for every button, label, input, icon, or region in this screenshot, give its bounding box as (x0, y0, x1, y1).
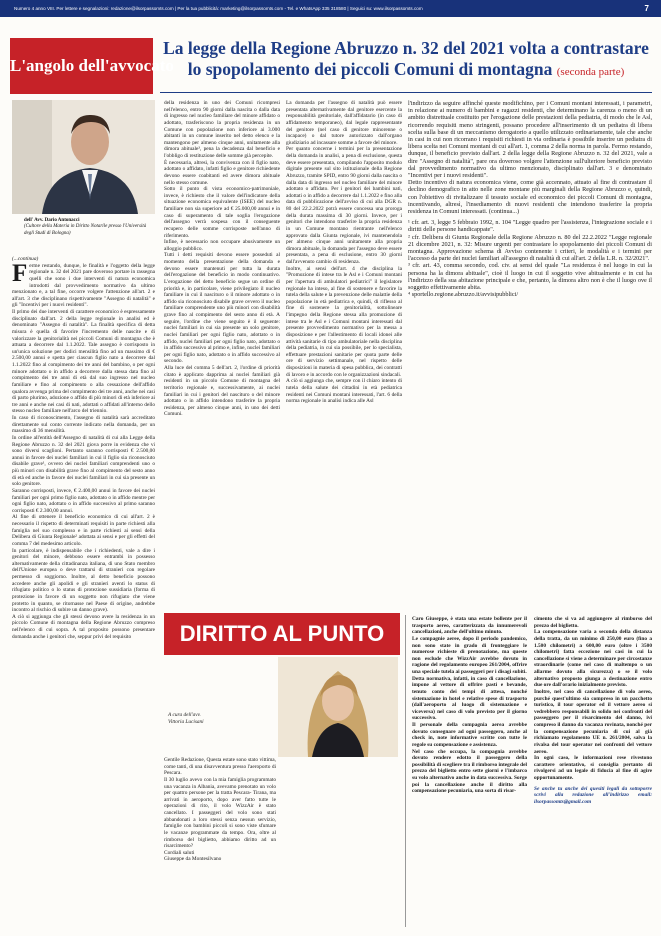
paragraph: A ciò si aggiunga che gli stessi devono avere la residenza in un piccolo Comune di montagna della Regione Abruzzo compreso nell'elenco di cui sopra. A tal proposito possono presentare domanda anche i genitori che, seppur privi del requisito (12, 613, 155, 640)
paragraph: Inoltre, ai sensi dell'art. 4 che disciplina la "Promozione di intese tra le Asl e i Comuni montani per l'apertura di ambulatori pediatrici" il legislatore regionale ha inteso, al fine di sostenere e favorire la tutela della salute e la prevenzione delle malattie della popolazione in età pediatrica e, quindi, di riflesso al fine di sostenere la genitorialità, sottolineare l'impegno della Regione stessa alla promozione di intese tra le Asl e i Comuni montani interessati dal presente provvedimento normativo per la messa a disposizione e per l'allestimento di locali idonei alle attività sanitarie di tipo ambulatoriale nella disciplina della pediatria, in cui sia possibile, per lo specialista, effettuare prestazioni sanitarie per quota parte delle ore di servizio settimanale, nel rispetto delle disposizioni in materia di spesa pubblica, dei contratti di lavoro e in accordo con le organizzazioni sindacali. (286, 265, 402, 378)
paragraph: della residenza in uno dei Comuni ricompresi nell'elenco, entro 90 giorni dalla nascita o dalla data di ingresso nel nucleo familiare del minore affidato o adottato, trasferiscono la propria residenza in un Comune con popolazione non inferiore ai 3.000 abitanti in un comune inserito nel detto elenco e la mantengono per almeno cinque anni, unitamente alla dimora abituale³, pena la decadenza dal beneficio e l'obbligo di restituzione delle somme già percepite. (164, 100, 280, 159)
author-name: dell' Avv. Dario Antonacci (24, 218, 80, 223)
paragraph: Tutti i detti requisiti devono essere posseduti al momento della presentazione della domanda e devono essere mantenuti per tutta la durata dell'erogazione del beneficio in modo continuativo. L'erogazione del detto beneficio segue un ordine di priorità e, in particolare, viene privilegiato il nucleo familiare in cui il nascituro o il minore adottato o in affido sia riconosciuto disabile grave ovvero il nucleo familiare comprendente uno più minori con disabilità grave fino al compimento del sesto anno di età. A seguire, l'ordine che viene seguito è il seguente: nuclei familiari in cui sia presente un solo genitore, nuclei familiari per ogni figlio nato, adottato o in affido, nuclei familiari per ogni figlio nato, adottato o in affido successivo al primo e, infine, nuclei familiari per ogni figlio nato, adottato o in affido successivo al secondo. (164, 252, 280, 365)
letter-closing: Cordiali saluti (164, 849, 195, 856)
letter-paragraph: Gentile Redazione, Questa estate sono stato vittima, come tanti, di una disavventura presso l'aeroporto di Pescara. (164, 757, 276, 777)
columnist-photo (278, 657, 398, 757)
answer-column-1 (412, 616, 527, 928)
column-divider (405, 615, 406, 927)
cura-label: A cura dell'avv. (168, 712, 201, 718)
letter-signature: Giuseppe da Montesilvano (164, 856, 222, 863)
top-info-text: Numero 4 anno VIII. Per lettere e segnalazioni: redazione@ilsorpassomts.com | Per la tua pubblicità: marketing@ilsorpassomts.com - Tel. e WhatsApp 335 318580 | Seguici su: www.ilsorpassomts.com (14, 6, 423, 11)
paragraph: Infine, è necessario non occupare abusivamente un alloggio pubblico. (164, 239, 280, 252)
paragraph: l'indirizzo da seguire affinché queste modifichino, per i Comuni montani interessati, i parametri, in relazione ai numero di bambini e ragazzi residenti, che determinano la carenza o meno di un ambito distrettuale costituito per l'erogazione delle prestazioni della pediatria, di modo che le Asl, ricorrendo requisiti meno stringenti, possano procedere all'inserimento di un pediatra di libera scelta sulla base di un meccanismo derogatorio a quello utilizzato ordinariamente, tale che anche in casi in cui non ricorrano i requisiti richiesti in via ordinaria è possibile inserire un pediatra di libera scelta nei Comuni montani di cui all'art. 1, comma 2 della norma in parola. Fermo restando, dunque, il beneficio previsto dall'art. 2 della legge della Regione Abruzzo n. 32 del 2021, vale a dire "Assegno di natalità", pare ora doveroso volgere l'attenzione sull'ulteriore beneficio previsto dal provvedimento normativo da ultimo menzionato, disciplinato dall'art. 3 e denominato "Incentivi per i nuovi residenti". (408, 100, 652, 180)
answer-paragraph: Detta normativa, infatti, in caso di cancellazione, impone al vettore di offrire pasti e bevande, tenuto conto dei tempi di attesa, nonché sistemazione in hotel e relative spese di trasporto (dall'aeroporto al luogo di sistemazione e viceversa) nel caso di volo previsto per il giorno successivo. (412, 675, 527, 722)
paragraph-text: erme restando, dunque, le finalità e l'oggetto della legge regionale n. 32 del 2021 pare doveroso portare in rassegna quelli che sono i due interventi di natura economica introdotti dal provvedimento normativo da ultimo menzionato e, a tal fine, occorre volgere l'attenzione all'art. 2 e all'art. 3 che disciplinano rispettivamente "Assegno di natalità" e gli "Incentivi per i nuovi residenti". (12, 262, 155, 309)
answer-paragraph: cimento che si va ad aggiungere al rimborso del prezzo del biglietto. (534, 616, 652, 629)
author-photo (12, 100, 155, 214)
footnote: ³ cfr. art. 43, comma secondo, cod. civ. ai sensi del quale "La residenza è nel luogo in cui la persona ha la dimora abituale", cioè il luogo in cui il soggetto vive abitualmente e in cui ha l'indirizzo della sua abitazione principale e che, pertanto, la dimora altro non è che il luogo ove il soggetto effettivamente abita. (408, 262, 652, 292)
answer-paragraph: La compensazione varia a seconda della distanza della tratta, da un minimo di 250,00 euro (fino a 1.500 chilometri) a 600,00 euro (oltre i 3500 chilometri) fatta eccezione nei casi in cui la cancellazione si viene a determinare per circostanze straordinarie (come nel caso di maltempo o un allarme dovuto alla sicurezza) o se il volo alternativo proposto giunga a destinazione entro due ore dall'orario inizialmente previsto. (534, 629, 652, 689)
article-headline (160, 38, 652, 83)
answer-paragraph: Nel caso che occupa, la compagnia avrebbe dovuto rendere edotto il passeggero della possibilità di scegliere tra il rimborso integrale del prezzo del biglietto entro sette giorni e l'imbarco su volo alternativo anche in data successiva. Sorge poi la cancellazione anche il diritto alla compensazione pecuniaria, una sorta di risar- (412, 748, 527, 795)
headline-subtitle: (seconda parte) (556, 66, 625, 78)
letter-paragraph: Il 30 luglio avevo con la mia famiglia programmato una vacanza in Albania, avevamo prenotato un volo per quattro persone per la tratta Pescara- Tirana, ma arrivati in aeroporto, dopo aver fatto tutte le operazioni di rito, il volo WizzAir è stato cancellato. I passeggeri del volo sono stati abbandonati a loro stessi senza nessun servizio, famiglie con bambini piccoli si sono viste sfumare le vacanze programmate da tempo. Ora, oltre al rimborso del biglietto, abbiamo diritto ad un risarcimento? (164, 776, 276, 850)
paragraph: Sotto il punto di vista economico-patrimoniale, invece, è richiesto che il valore dell'indicatore della situazione economica equivalente (ISEE) del nucleo familiare non sia superiore ad € 25.000,00 annui e in caso di superamento di tale soglia l'erogazione dell'assegno verrà sospesa con il conseguente recupero delle somme corrisposte nell'anno di riferimento. (164, 186, 280, 239)
footnote: ² cfr. Delibera di Giunta Regionale della Regione Abruzzo n. 80 del 22.2.2022 "Legge regionale 21 dicembre 2021, n. 32: Misure urgenti per contrastare lo spopolamento dei piccoli Comuni di montagna. Approvazione schema di Avviso contenente i criteri, le modalità e i termini per l'accesso da parte dei nuclei familiari all'assegno di natalità di cui all'art. 2 della L.R. n. 32/2021". (408, 233, 652, 263)
answer-paragraph: Inoltre, nel caso di cancellazione di volo aereo, purché quest'ultimo sia compreso in un pacchetto turistico, il tour operator ed il vettore aereo si vedrebbero responsabili in solido nei confronti del passeggero per il risarcimento del danno, ivi compreso il danno da vacanza rovinata, nonché per la compensazione pecuniaria di cui al già richiamato regolamento UE n. 261/2004, salva la rivalsa del tour operator nei confronti del vettore aereo. (534, 688, 652, 755)
columnist-credit (168, 712, 274, 725)
author-info (24, 218, 154, 237)
cura-name: Vittoria Lucisani (168, 718, 204, 725)
contact-note: Se anche tu anche dei quesiti legali da sottoporre scrivi alla redazione all'indirizzo email: ilsorpassomts@gmail.com (534, 785, 652, 805)
paragraph: Il primo dei due interventi di carattere economico è espressamente disciplinato dall'art. 2 della legge regionale in analisi ed è denominato "Assegno di natalità". La finalità specifica di detta misura è quella di favorire l'incremento delle nascite e di valorizzare la genitorialità nei piccoli Comuni di montagna che è attuata a decorrere dal 1.1.2022. Tale assegno è corrisposto in un'unica soluzione per dodici mensilità fino ad un massimo di € 2.500,00 annui e spetta per ciascun figlio nato a decorrere dal 1.1.2022 fino al compimento dei tre anni del bambino, o per ogni minore adottato o in affido a decorrere dalla stessa data fino al compimento dei tre anni di età dal suo ingresso nel nucleo familiare e fino al compimento o alla cessazione dell'affido qualora avvenga prima del compimento dei tre anni, anche nei casi di parto plurimo, adozione o affido di più minori di età inferiore ai tre anni e anche nei casi di nati, adottati o affidati all'interno dello stesso nucleo familiare nell'arco del triennio. (12, 309, 155, 415)
diritto-al-punto-title: DIRITTO AL PUNTO (164, 613, 400, 655)
answer-paragraph: Caro Giuseppe, è stata una estate bollente per il trasporto aereo, caratterizzata da innumerevoli cancellazioni, anche dell'ultimo minuto. (412, 616, 527, 636)
paragraph: In particolare, è indispensabile che i richiedenti, vale a dire i genitori del minore, debbono essere entrambi in possesso alternativamente della cittadinanza italiana, di uno Stato membro dell'Unione europea o deve trattarsi di stranieri con regolare permesso di soggiorno. Inoltre, al detto beneficio possono accedere anche gli apolidi e gli stranieri aventi lo status di rifugiato politico o lo status di protezione sussidiaria (forma di protezione in favore di un soggetto non rifugiato che viene protetto in quanto, se ritornasse nel Paese di origine, andrebbe incontro al rischio di subire un danno grave). (12, 547, 155, 614)
paragraph: Detto incentivo di natura economica viene, come già accennato, attuato al fine di contrastare il declino demografico in atto nelle zone montane più marginali della Regione Abruzzo e, quindi, con l'obiettivo di rivitalizzare il tessuto sociale ed economico dei piccoli Comuni di montagna, incentivando, altresì, l'insediamento di nuovi residenti che intendono trasferire la propria residenza in Comuni interessati. (continua...) (408, 179, 652, 216)
author-title: (Cultore della Materia in Diritto Notarile presso l'Università degli Studi di Bologna) (24, 224, 147, 236)
answer-paragraph: Le compagnie aeree, dopo il periodo pandemico, non sono state in grado di fronteggiare le numerose richieste di prenotazione, ma queste non esclude che WizzAir avrebbe dovuto in ragione del regolamento europeo 261/2004, offrire una speciale tutela ai passeggeri per i disagi subiti. (412, 635, 527, 675)
headline-title: La legge della Regione Abruzzo n. 32 del 2021 volta a contrastare lo spopolamento dei piccoli Comuni di montagna (163, 38, 649, 79)
article-column-1 (12, 256, 155, 928)
paragraph: Per quanto concerne i termini per la presentazione della domanda in analisi, a pena di esclusione, questa deve essere presentata, compilando l'apposito modulo digitale presente sul sito istituzionale della Regione Abruzzo, tramite SPID, entro 90 giorni dalla nascita o dalla data di ingresso nel nucleo familiare del minore adottato o affidato. Per i genitori dei bambini nati, adottati o in affido a decorrere dal 1.1.2022 e fino alla data di pubblicazione dell'avviso di cui alla DGR n. 80 del 22.2.2022 potrà essere concessa una proroga della durata massima di 30 giorni. Invece, per i genitori che intendono trasferire la propria residenza in un Comune montano rientrante nell'elenco approvato dalla Giunta regionale, ivi mantenendola per almeno cinque anni unitamente alla propria dimora abituale, la domanda per l'assegno deve essere presentata, a pena di esclusione, entro 30 giorni dall'avvenuto cambio di residenza. (286, 146, 402, 265)
headline-rule (160, 92, 652, 93)
answer-paragraph: In ogni caso, le informazioni rese rivestono carattere orientativo, si consiglia pertanto di rivolgersi ad un legale di fiducia al fine di agire opportunamente. (534, 755, 652, 781)
paragraph: In ordine all'entità dell'Assegno di natalità di cui alla Legge della Regione Abruzzo n. 32 del 2021 giova porre in evidenza che vi sono diversi scaglioni. Pertanto saranno corrisposti € 2.500,00 annui in favore dei nuclei familiari in cui il figlio sia riconosciuto disabile grave¹, ovvero dei nuclei familiari comprendenti uno o più minori con disabilità grave fino al compimento del sesto anno di età ed anche in favore dei nuclei familiari in cui sia presente un solo genitore. (12, 434, 155, 488)
paragraph: A ciò si aggiunga che, sempre con il chiaro intento di tutela della salute dei cittadini in età pediatrica residenti nei Comuni montani interessati, l'art. 6 della norma regionale in analisi indica alle Asl (286, 378, 402, 405)
paragraph: Saranno corrisposti, invece, € 2.400,00 annui in favore dei nuclei familiari per ogni primo figlio nato, adottato o in affido mentre per ogni figlio nato, adottato o in affido successivo al primo saranno corrisposti € 2.300,00 annui. (12, 487, 155, 514)
answer-column-2 (534, 616, 652, 928)
paragraph: Al fine di ottenere il beneficio economico di cui all'art. 2 è necessario il rispetto di determinati requisiti in parte richiesti alla famiglia nel suo complesso e in parte richiesti ai sensi della Delibera di Giunta Regionale² adottata ai sensi e per gli effetti del comma 7 del medesimo articolo. (12, 514, 155, 547)
page-number: 7 (644, 4, 649, 13)
continua-label: (...continua) (12, 256, 39, 262)
footnote: ¹ cfr. art. 3, legge 5 febbraio 1992, n. 104 "Legge quadro per l'assistenza, l'integrazione sociale e i diritti delle persone handicappate". (408, 219, 652, 234)
paragraph: La domanda per l'assegno di natalità può essere presentata alternativamente dal genitore esercente la responsabilità genitoriale, dall'affidatario (in caso di affidamento temporaneo), dal legale rappresentante del genitore (nel caso di genitore minorenne o incapace) o dal tutore autorizzato dall'organo giudiziario ad incassare somme a favore del minore. (286, 100, 402, 146)
section-brand: L'angolo dell'avvocato (10, 38, 153, 94)
reader-letter (164, 757, 276, 929)
answer-paragraph: Il personale della compagnia aerea avrebbe dovuto consegnare ad ogni passeggero, anche al check in, note informative scritte con tutte le regole su compensazione e assistenza. (412, 722, 527, 748)
top-info-bar (0, 0, 661, 17)
footnote: ⁴ sportello.regione.abruzzo.it/avvisipubblici/ (408, 291, 519, 299)
article-column-3 (286, 100, 402, 605)
paragraph: Alla luce del comma 5 dell'art. 2, l'ordine di priorità citato è applicato dapprima ai nuclei familiari già residenti in un piccolo Comune di montagna del territorio regionale e, successivamente, ai nuclei familiari in cui i genitori del nascituro o del minore adottato o in affido intendono trasferire la propria residenza, per almeno cinque anni, in uno dei detti Comuni. (164, 365, 280, 418)
article-column-2 (164, 100, 280, 605)
paragraph: In caso di riconoscimento, l'assegno di natalità sarà accreditato direttamente sul conto corrente indicato nella domanda, per un massimo di 36 mensilità. (12, 415, 155, 435)
paragraph: È necessaria, altresì, la convivenza con il figlio nato, adottato o affidato, infatti figlio e genitore richiedente devono essere coabitanti ed avere dimora abituale nello stesso comune. (164, 159, 280, 186)
article-column-4 (408, 100, 652, 605)
drop-cap: F (12, 259, 28, 287)
